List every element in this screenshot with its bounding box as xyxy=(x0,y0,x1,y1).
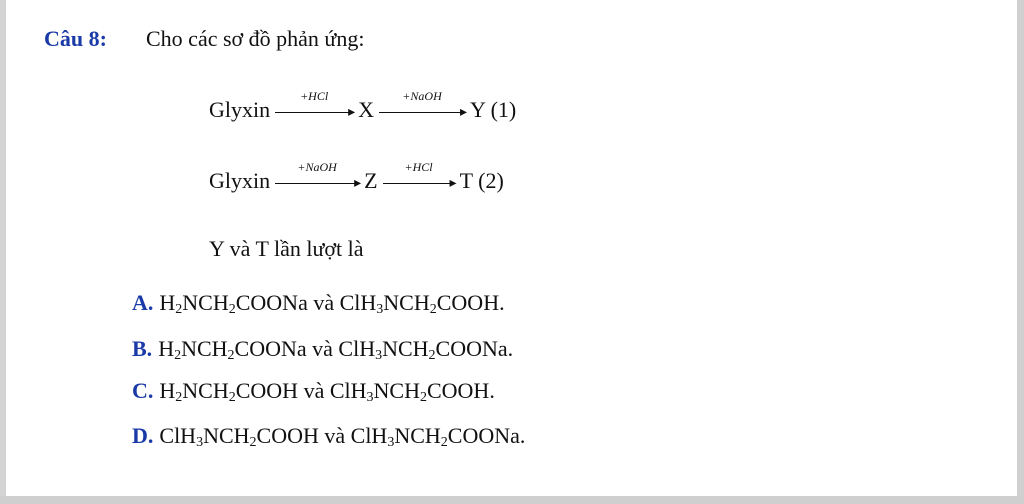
frame-left-edge xyxy=(0,0,6,504)
option-letter: D. xyxy=(132,423,154,448)
option-letter: C. xyxy=(132,378,154,403)
scheme2-reagent1: +NaOH xyxy=(297,160,337,174)
option-letter: A. xyxy=(132,290,154,315)
scheme2-start: Glyxin xyxy=(209,168,271,193)
frame-right-edge xyxy=(1017,0,1024,504)
scheme1-end: Y (1) xyxy=(470,97,517,122)
answer-option-d[interactable]: D. $ClH_3NCH_2COOH$ và $ClH_3NCH_2COONa$. xyxy=(132,423,526,450)
scheme1-start: Glyxin xyxy=(209,97,271,122)
question-text: Cho các sơ đồ phản ứng: xyxy=(146,26,365,51)
option-letter: B. xyxy=(132,336,153,361)
frame-bottom-edge xyxy=(0,496,1024,504)
answer-option-b[interactable]: B. $H_2NCH_2COONa$ và $ClH_3NCH_2COONa$. xyxy=(132,336,514,363)
scheme2-mid: Z xyxy=(364,168,378,193)
scheme1-mid: X xyxy=(358,97,375,122)
scheme2-end: T (2) xyxy=(459,168,504,193)
reaction-scheme-1 xyxy=(209,89,517,123)
question-label: Câu 8: xyxy=(44,26,107,51)
reaction-arrow-icon: +NaOH ▸ xyxy=(275,166,359,188)
reaction-scheme-2 xyxy=(209,160,504,194)
reaction-arrow-icon: +HCl ▸ xyxy=(275,95,353,117)
scheme2-reagent2: +HCl xyxy=(404,160,433,174)
reaction-arrow-icon: +NaOH ▸ xyxy=(379,95,465,117)
answer-option-a[interactable]: A. $H_2NCH_2COONa$ và $ClH_3NCH_2COOH$. xyxy=(132,290,505,317)
scheme1-reagent2: +NaOH xyxy=(402,89,442,103)
reaction-arrow-icon: +HCl ▸ xyxy=(383,166,455,188)
answer-option-c[interactable]: C. $H_2NCH_2COOH$ và $ClH_3NCH_2COOH$. xyxy=(132,378,495,405)
scheme1-reagent1: +HCl xyxy=(300,89,329,103)
question-prompt: Y và T lần lượt là xyxy=(209,236,364,261)
